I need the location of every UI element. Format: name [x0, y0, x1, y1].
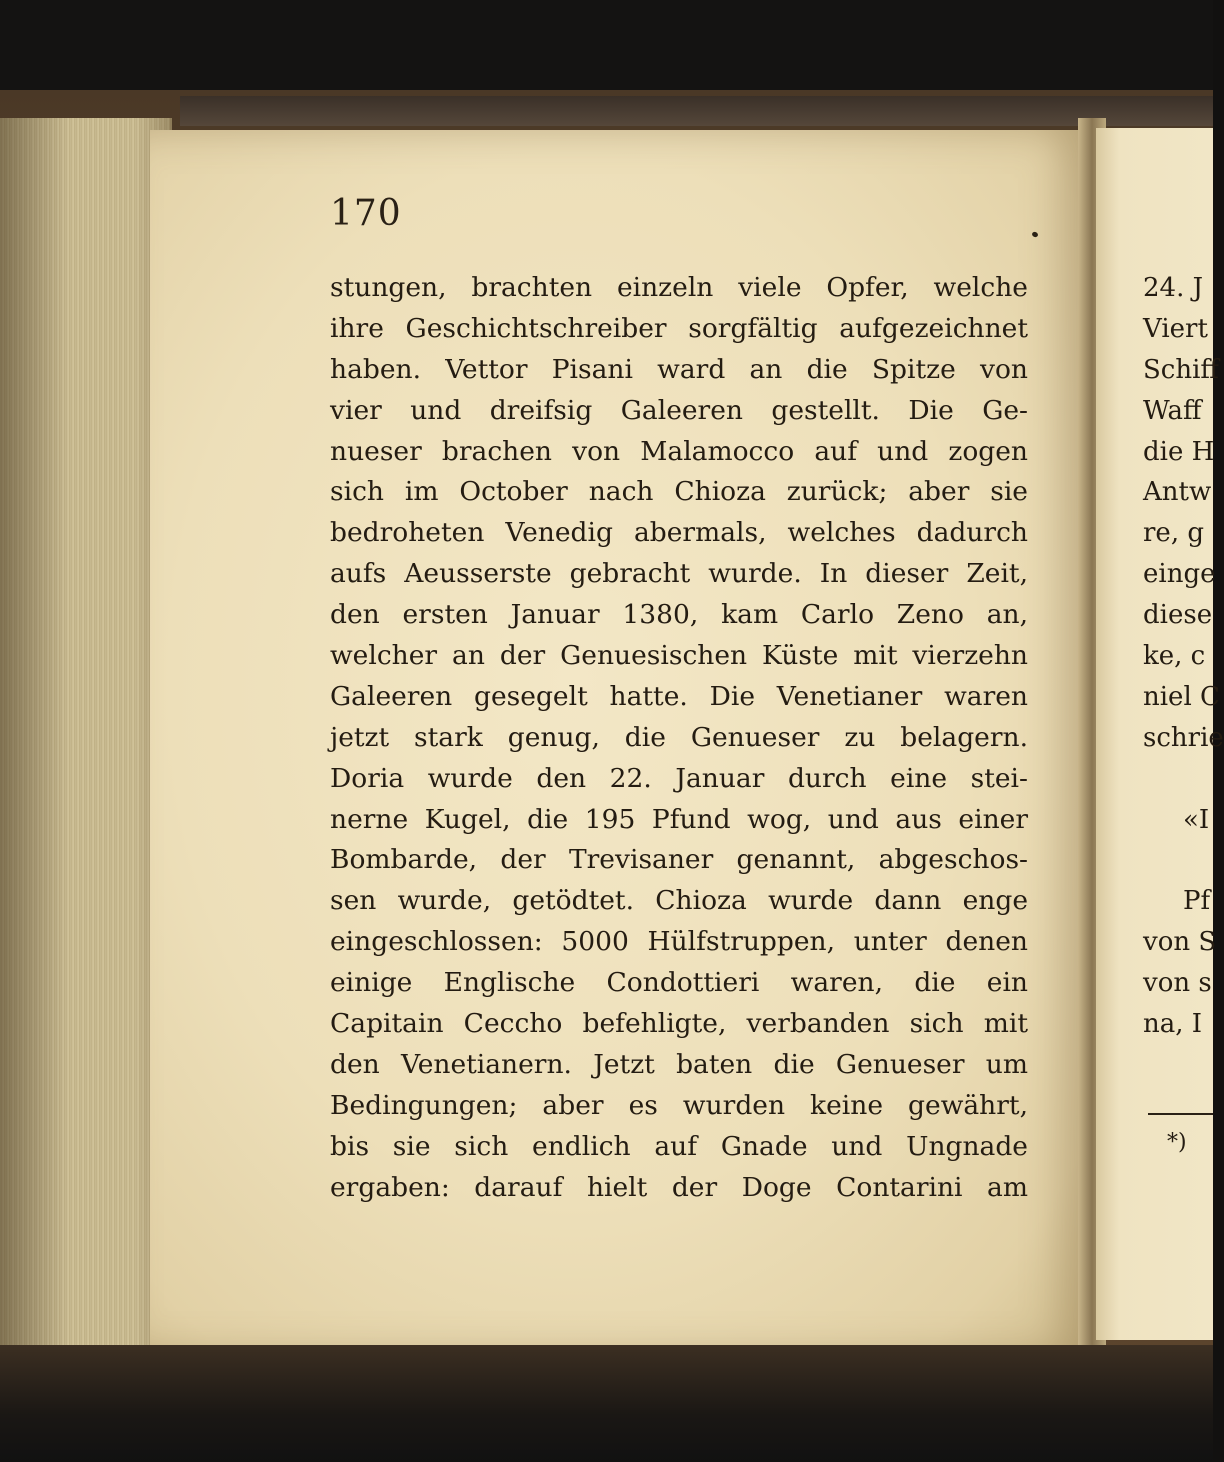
right-text-line: Antw [1143, 477, 1212, 508]
right-quote-mark: «I [1183, 804, 1210, 835]
text-line: bis sie sich endlich auf Gnade und Ungnade [330, 1130, 1028, 1162]
text-line: nerne Kugel, die 195 Pfund wog, und aus einer [330, 803, 1028, 835]
text-line: Bedingungen; aber es wurden keine gewährt, [330, 1089, 1028, 1121]
text-line: vier und dreifsig Galeeren gestellt. Die Ge- [330, 394, 1028, 426]
text-line: einige Englische Condottieri waren, die ein [330, 967, 1028, 999]
text-line: haben. Vettor Pisani ward an die Spitze von [330, 353, 1028, 385]
right-text-line: re, g [1143, 518, 1204, 549]
right-text-line: Waff [1143, 395, 1202, 426]
right-text-line: von S [1143, 927, 1217, 958]
blank-line [1143, 759, 1223, 800]
page-edges-shade [0, 118, 170, 1346]
text-line: stungen, brachten einzeln viele Opfer, welche [330, 272, 1028, 303]
text-line: bedroheten Venedig abermals, welches dadurch [330, 517, 1028, 549]
page-body-text [330, 268, 1028, 1208]
text-line: ergaben: darauf hielt der Doge Contarini am [330, 1171, 1028, 1203]
footnote-rule [1148, 1113, 1213, 1115]
right-text-line: Schiff [1143, 354, 1219, 385]
right-text-line: einge [1143, 559, 1216, 590]
text-line: sich im October nach Chioza zurück; aber sie [330, 476, 1028, 508]
text-line: Doria wurde den 22. Januar durch eine stei- [330, 762, 1028, 794]
right-text-line: ke, c [1143, 641, 1206, 672]
footnote-mark: *) [1167, 1130, 1187, 1155]
right-text-line: Viert [1143, 313, 1208, 344]
text-line: Capitain Ceccho befehligte, verbanden sich mit [330, 1008, 1028, 1040]
right-text-line: diese [1143, 600, 1213, 631]
right-page-text [1143, 268, 1223, 1045]
text-line: ihre Geschichtschreiber sorgfältig aufgezeichnet [330, 312, 1028, 344]
page-number: 170 [330, 193, 402, 234]
text-line: eingeschlossen: 5000 Hülfstruppen, unter denen [330, 926, 1028, 958]
right-text-line: von s [1143, 968, 1212, 999]
headband [180, 96, 1213, 126]
text-line: welcher an der Genuesischen Küste mit vierzehn [330, 640, 1028, 672]
right-text-line: 24. J [1143, 273, 1204, 303]
right-text-line: die H [1143, 436, 1215, 467]
text-line: Galeeren gesegelt hatte. Die Venetianer waren [330, 680, 1028, 712]
right-text-line: schrie [1143, 722, 1224, 753]
text-line: aufs Aeusserste gebracht wurde. In dieser Zeit, [330, 558, 1028, 590]
right-text-line: na, I [1143, 1009, 1203, 1040]
text-line: nueser brachen von Malamocco auf und zogen [330, 435, 1028, 467]
right-text-line: Pf [1183, 886, 1211, 917]
text-line: den ersten Januar 1380, kam Carlo Zeno an, [330, 599, 1028, 631]
text-line: jetzt stark genug, die Genueser zu belagern. [330, 721, 1028, 753]
text-line: den Venetianern. Jetzt baten die Genueser um [330, 1048, 1028, 1080]
text-line: Bombarde, der Trevisaner genannt, abgeschos- [330, 844, 1028, 876]
blank-line [1143, 840, 1223, 881]
text-line: sen wurde, getödtet. Chioza wurde dann enge [330, 885, 1028, 917]
right-text-line: niel C [1143, 681, 1220, 712]
bottom-shadow [0, 1345, 1213, 1462]
